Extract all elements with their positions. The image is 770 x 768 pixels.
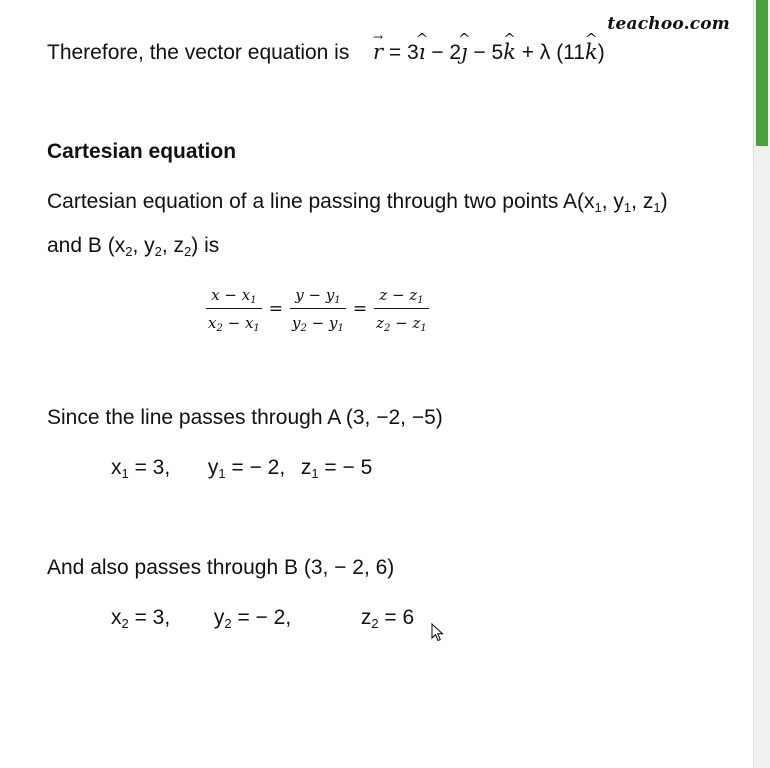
description-text: , z	[631, 190, 654, 213]
vector-eq-part: − 5	[467, 41, 504, 64]
subscript: 1	[623, 200, 632, 215]
coordinate-value: = 3,	[128, 606, 171, 629]
fraction-numerator: $z - z_1$	[374, 286, 428, 309]
coordinate-label: y	[207, 456, 219, 479]
fraction-denominator: $z_2 - z_1$	[376, 314, 427, 334]
fraction-numerator: $y - y_1$	[290, 286, 345, 309]
equals-sign: =	[352, 299, 368, 319]
subscript: 2	[125, 244, 133, 259]
k-hat-symbol: k ^	[503, 40, 516, 64]
coordinate-value: = − 2,	[231, 606, 292, 629]
description-text: ) is	[191, 234, 220, 257]
description-text: and B (x	[47, 234, 126, 257]
description-text: , y	[601, 190, 624, 213]
vector-eq-part: − 2	[425, 41, 462, 64]
coordinate-value: = 6	[378, 606, 415, 629]
subscript: 1	[218, 466, 226, 481]
coordinate-label: z	[300, 456, 312, 479]
point-a-line: Since the line passes through A (3, −2, −5)	[47, 406, 443, 429]
fraction-y	[287, 286, 349, 332]
vector-equation-prefix: Therefore, the vector equation is	[47, 41, 350, 64]
description-line-1	[47, 190, 668, 214]
subscript: 2	[154, 244, 162, 259]
fraction-z	[371, 286, 432, 332]
point-b-values	[111, 606, 414, 630]
coordinate-label: x	[111, 606, 122, 629]
fraction-denominator: $x_2 - x_1$	[208, 314, 260, 334]
vector-eq-part: = 3	[383, 41, 419, 64]
coordinate-label: z	[360, 606, 372, 629]
equals-sign: =	[268, 299, 284, 319]
coordinate-value: = − 2,	[225, 456, 286, 479]
subscript: 2	[121, 616, 129, 631]
description-text: , z	[161, 234, 185, 257]
description-line-2	[47, 234, 219, 258]
scrollbar-thumb[interactable]	[756, 0, 768, 146]
coordinate-label: x	[111, 456, 122, 479]
fraction-denominator: $y_2 - y_1$	[292, 314, 344, 334]
point-b-line: And also passes through B (3, − 2, 6)	[47, 556, 395, 579]
coordinate-label: y	[213, 606, 225, 629]
subscript: 2	[371, 616, 379, 631]
teachoo-logo: teachoo.com	[607, 14, 730, 34]
mouse-pointer-icon	[431, 623, 445, 643]
i-hat-symbol: ı ^	[419, 40, 426, 64]
subscript: 1	[311, 466, 319, 481]
vector-equation-line	[47, 40, 605, 65]
coordinate-value: = − 5	[318, 456, 373, 479]
description-text: Cartesian equation of a line passing through two points A(x	[47, 190, 595, 213]
subscript: 1	[653, 200, 661, 215]
subscript: 1	[121, 466, 129, 481]
j-hat-symbol: ȷ ^	[461, 40, 468, 64]
cartesian-formula	[203, 286, 432, 332]
fraction-x	[203, 286, 265, 332]
vector-eq-part: )	[597, 41, 605, 64]
description-text: , y	[132, 234, 155, 257]
fraction-numerator: $x - x_1$	[206, 286, 261, 309]
r-vector-symbol: r →	[373, 40, 383, 64]
vertical-scrollbar[interactable]	[753, 0, 770, 768]
cartesian-heading: Cartesian equation	[47, 140, 237, 163]
coordinate-value: = 3,	[128, 456, 171, 479]
k-hat-symbol: k ^	[585, 40, 598, 64]
vector-eq-part: + λ (11	[515, 41, 585, 64]
point-a-values	[111, 456, 372, 480]
subscript: 1	[594, 200, 602, 215]
description-text: )	[660, 190, 668, 213]
subscript: 2	[184, 244, 192, 259]
subscript: 2	[224, 616, 232, 631]
